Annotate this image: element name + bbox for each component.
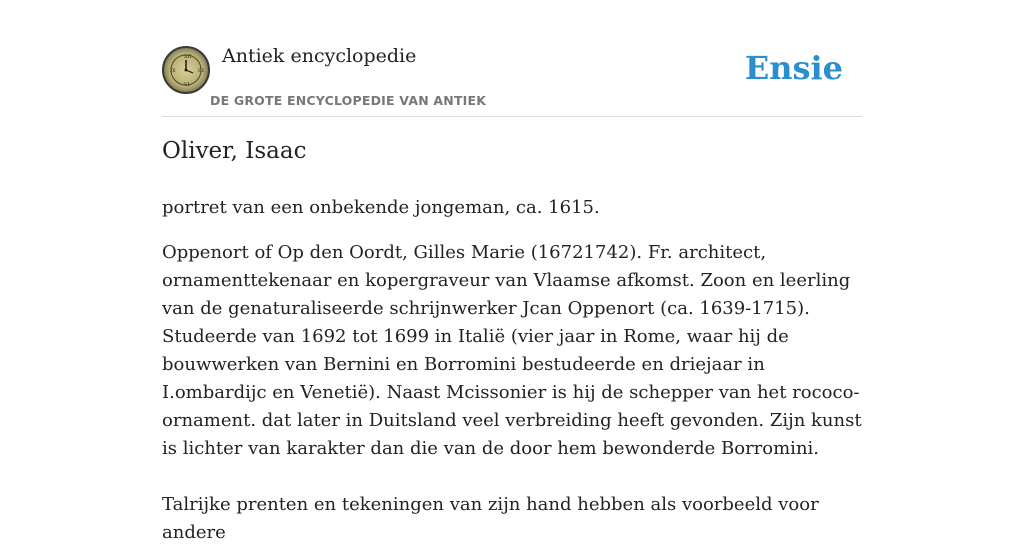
site-header: [162, 44, 862, 117]
article-intro: portret van een onbekende jongeman, ca. 1615.: [162, 197, 600, 218]
clock-icon[interactable]: [162, 46, 210, 94]
svg-text:III: III: [198, 68, 204, 74]
article-paragraph: Oppenort of Op den Oordt, Gilles Marie (16721742). Fr. architect, ornamenttekenaar en kopergraveur van Vlaamse afkomst. Zoon en leerling van de genaturaliseerde schrijnwerker Jcan Oppenort (ca. 1639-1715). Studeerde van 1692 tot 1699 in Italië (vier jaar in Rome, waar hij de bouwwerken van Bernini en Borromini bestudeerde en driejaar in I.ombardijc en Venetië). Naast Mcissonier is hij de schepper van het rococo-ornament. dat later in Duitsland veel verbreiding heeft gevonden. Zijn kunst is lichter van karakter dan die van de door hem bewonderde Borromini.: [162, 242, 862, 459]
site-tagline: DE GROTE ENCYCLOPEDIE VAN ANTIEK: [210, 93, 487, 108]
site-title[interactable]: Antiek encyclopedie: [222, 45, 417, 67]
article-paragraph: Talrijke prenten en tekeningen van zijn hand hebben als voorbeeld voor andere: [162, 494, 819, 543]
article-title: Oliver, Isaac: [162, 138, 307, 164]
svg-text:IX: IX: [170, 68, 176, 74]
svg-text:XII: XII: [184, 54, 192, 60]
svg-text:VI: VI: [184, 82, 190, 88]
brand-logo[interactable]: Ensie: [744, 49, 843, 87]
